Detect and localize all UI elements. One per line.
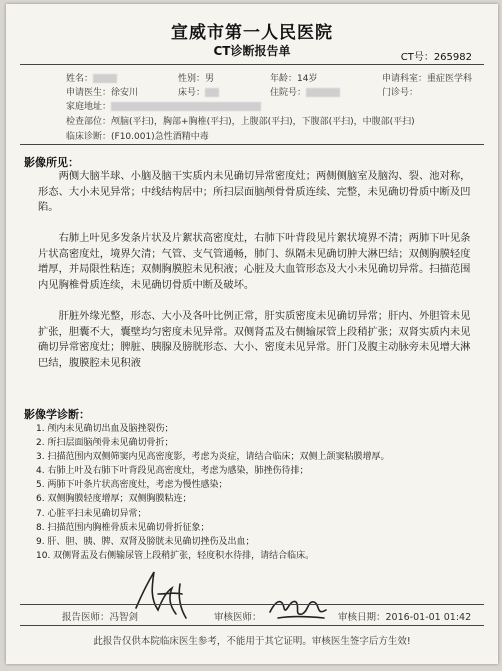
home-address-label: 家庭地址： — [66, 102, 112, 112]
footer-bottom-divider — [20, 625, 484, 626]
request-doctor: 申请医生：徐安川 — [66, 88, 139, 98]
report-doctor-signature — [128, 564, 198, 624]
impression-item: 2. 所扫层面脑颅骨未见确切骨折； — [36, 438, 174, 449]
clinical-diagnosis: 临床诊断：(F10.001)急性酒精中毒 — [66, 132, 209, 142]
patient-gender: 性别：男 — [178, 74, 215, 84]
review-doctor-signature — [264, 590, 334, 626]
findings-paragraph-2: 右肺上叶见多发条片状及片絮状高密度灶，右肺下叶背段见片絮状境界不清；两肺下叶见条片状高密度灶，境界欠清；气管、支气管通畅，肺门、纵隔未见确切肿大淋巴结；双侧胸膜轻度增厚，并局限性粘连；双侧胸膜腔未见积液；心脏及大血管形态及大小未见确切异常。扫描范围内见胸椎骨质连续，未见确切骨质中断及破坏。 — [38, 232, 471, 291]
footer-divider — [20, 604, 484, 605]
info-divider — [20, 144, 484, 145]
exam-parts: 检查部位：颅脑(平扫)，胸部+胸椎(平扫)，上腹部(平扫)，下腹部(平扫)，中腹部(平扫) — [66, 117, 415, 127]
request-department: 申请科室：重症医学科 — [382, 74, 473, 84]
patient-age: 年龄：14岁 — [270, 74, 318, 84]
impression-item: 9. 肝、胆、胰、脾、双肾及膀胱未见确切挫伤及出血； — [36, 536, 255, 547]
impression-item: 7. 心脏平扫未见确切异常； — [36, 508, 147, 519]
admission-number — [270, 85, 340, 98]
ct-number: CT号：265982 — [400, 52, 472, 63]
impression-list — [36, 422, 481, 563]
clinic-number: 门诊号： — [382, 88, 419, 98]
review-time: 审核日期：2016-01-01 01:42 — [338, 612, 472, 623]
impression-item: 3. 扫描范围内双侧筛窦内见高密度影，考虑为炎症，请结合临床；双侧上颌窦粘膜增厚。 — [36, 452, 390, 463]
header-divider — [20, 64, 484, 65]
impression-item: 1. 颅内未见确切出血及脑挫裂伤； — [36, 424, 174, 434]
admission-number-label: 住院号： — [270, 88, 307, 98]
impression-item: 4. 右肺上叶及右肺下叶背段见高密度灶，考虑为感染，肺挫伤待排； — [36, 466, 309, 477]
disclaimer: 此报告仅供本院临床医生参考，不能用于其它证明。审核医生签字后方生效! — [93, 636, 411, 647]
impression-heading: 影像学诊断： — [24, 408, 90, 421]
redacted-address — [111, 102, 261, 111]
findings-paragraph-1: 两侧大脑半球、小脑及脑干实质内未见确切异常密度灶；两侧侧脑室及脑沟、裂、池对称，形态、大小未见异常；中线结构居中；所扫层面脑颅骨骨质连续、完整，未见确切骨质中断及凹陷。 — [38, 170, 471, 213]
patient-name-label: 姓名： — [66, 74, 94, 84]
findings-heading: 影像所见： — [24, 156, 79, 169]
review-doctor: 审核医师： — [214, 612, 262, 623]
impression-item: 6. 双侧胸膜轻度增厚；双侧胸膜粘连； — [36, 494, 192, 505]
report-title: CT诊断报告单 — [213, 44, 291, 58]
redacted-admission — [306, 88, 340, 97]
redacted-bed — [205, 88, 219, 97]
findings-paragraph-3: 肝脏外缘光整，形态、大小及各叶比例正常，肝实质密度未见确切异常；肝内、外胆管未见扩张，胆囊不大，囊壁均匀密度未见异常。双侧肾盂及右侧输尿管上段稍扩张；双肾实质内未见确切异常密度灶；脾脏、胰腺及膀胱形态、大小、密度未见异常。肝门及腹主动脉旁未见增大淋巴结，腹膜腔未见积液 — [38, 310, 471, 369]
report-doctor: 报告医师：冯智剑 — [62, 612, 139, 623]
impression-item: 5. 两肺下叶条片状高密度灶，考虑为慢性感染； — [36, 480, 228, 491]
patient-name — [66, 71, 117, 84]
report-sheet — [6, 4, 498, 664]
bed-number-label: 床号： — [178, 88, 206, 98]
impression-item: 10. 双侧肾盂及右侧输尿管上段稍扩张，轻度积水待排，请结合临床。 — [36, 550, 315, 561]
impression-item: 8. 扫描范围内胸椎骨质未见确切骨折征象； — [36, 522, 210, 533]
home-address — [66, 99, 261, 112]
redacted-name — [93, 74, 117, 83]
hospital-name: 宣威市第一人民医院 — [171, 23, 333, 43]
bed-number — [178, 85, 219, 98]
